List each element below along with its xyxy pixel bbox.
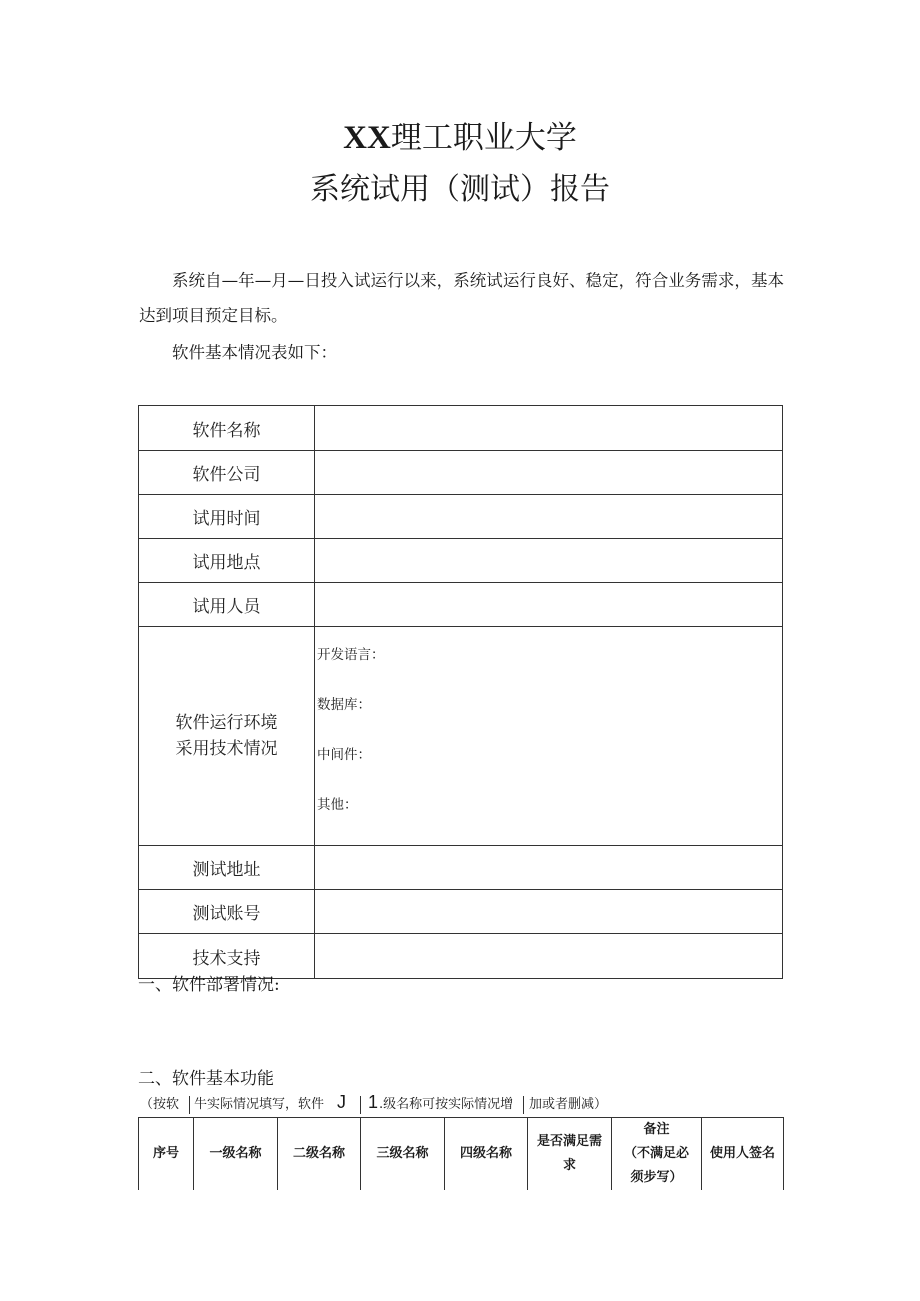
row-value-environment[interactable]	[315, 627, 783, 846]
row-label-tech-support: 技术支持	[139, 934, 315, 979]
header-level1: 一级名称	[194, 1118, 278, 1191]
intro-paragraph: 系统自—年—月—日投入试运行以来，系统试运行良好、稳定，符合业务需求，基本达到项目预定目标。	[139, 271, 784, 325]
note-part4: 1	[368, 1092, 379, 1112]
header-satisfy: 是否满足需 求	[528, 1118, 612, 1191]
row-value-software-name[interactable]	[315, 406, 783, 451]
note-part5: .级名称可按实际情况增	[379, 1097, 514, 1112]
note-part3: J	[337, 1092, 346, 1112]
section-functions: 二、软件基本功能	[138, 1069, 274, 1089]
row-label-software-company: 软件公司	[139, 451, 315, 495]
row-label-software-name: 软件名称	[139, 406, 315, 451]
table-row	[139, 846, 783, 890]
table-row	[139, 539, 783, 583]
note-part1: （按软	[140, 1097, 180, 1112]
env-other: 其他：	[317, 797, 358, 813]
table-row	[139, 451, 783, 495]
table-row	[139, 495, 783, 539]
function-table	[138, 1117, 784, 1190]
document-title-line1	[0, 118, 920, 158]
header-level4: 四级名称	[445, 1118, 528, 1191]
header-index: 序号	[139, 1118, 194, 1191]
row-value-software-company[interactable]	[315, 451, 783, 495]
row-value-trial-personnel[interactable]	[315, 583, 783, 627]
row-value-trial-time[interactable]	[315, 495, 783, 539]
table-row	[139, 890, 783, 934]
table-intro: 软件基本情况表如下：	[172, 343, 337, 362]
function-table-header	[139, 1118, 784, 1191]
row-label-environment	[139, 627, 315, 846]
header-level3: 三级名称	[361, 1118, 445, 1191]
row-label-trial-time: 试用时间	[139, 495, 315, 539]
table-row	[139, 406, 783, 451]
note-part2: 牛实际情况填写，软件	[194, 1097, 325, 1112]
row-value-tech-support[interactable]	[315, 934, 783, 979]
env-label-line2: 采用技术情况	[175, 739, 278, 759]
row-label-test-account: 测试账号	[139, 890, 315, 934]
note-divider	[523, 1096, 524, 1114]
table-row	[139, 583, 783, 627]
row-label-test-address: 测试地址	[139, 846, 315, 890]
env-label-line1: 软件运行环境	[175, 713, 278, 733]
row-value-test-account[interactable]	[315, 890, 783, 934]
env-database: 数据库：	[317, 697, 371, 713]
row-value-test-address[interactable]	[315, 846, 783, 890]
note-divider	[360, 1096, 361, 1114]
row-label-trial-personnel: 试用人员	[139, 583, 315, 627]
row-value-trial-location[interactable]	[315, 539, 783, 583]
function-table-note	[140, 1094, 700, 1118]
title-university: 理工职业大学	[390, 120, 577, 156]
software-info-table	[138, 405, 783, 979]
env-middleware: 中间件：	[317, 747, 371, 763]
header-remark: 备注 （不满足必 须步写）	[612, 1118, 702, 1191]
note-divider	[189, 1096, 190, 1114]
note-part6: 加或者删减）	[529, 1097, 608, 1112]
section-deployment: 一、软件部署情况:	[138, 975, 280, 995]
document-title-line2: 系统试用（测试）报告	[310, 172, 610, 207]
table-row-environment	[139, 627, 783, 846]
env-dev-language: 开发语言：	[317, 647, 385, 663]
row-label-trial-location: 试用地点	[139, 539, 315, 583]
title-xx: XX	[343, 120, 391, 156]
header-user-signature: 使用人签名	[702, 1118, 784, 1191]
header-level2: 二级名称	[278, 1118, 361, 1191]
